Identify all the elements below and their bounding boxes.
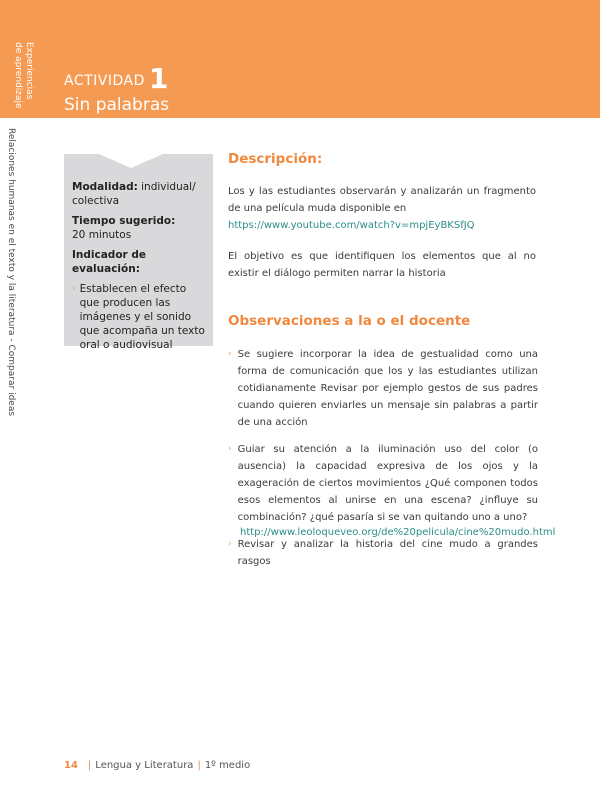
descripcion-text-1: Los y las estudiantes observarán y analizarán un fragmento de una película muda disponible en [228, 186, 536, 214]
list-item [228, 536, 538, 570]
descripcion-paragraph-1 [228, 183, 536, 234]
activity-label-text: ACTIVIDAD [64, 73, 145, 89]
footer-subject: Lengua y Literatura [95, 760, 194, 771]
bullet-icon: › [72, 284, 76, 294]
bullet-icon: › [228, 349, 232, 359]
activity-title: Sin palabras [64, 95, 170, 115]
youtube-link[interactable]: https://www.youtube.com/watch?v=mpjEyBKSfJQ [228, 220, 475, 231]
observaciones-heading: Observaciones a la o el docente [228, 313, 471, 329]
descripcion-heading: Descripción: [228, 151, 323, 167]
side-caption: Relaciones humanas en el texto y la literatura - Comparar ideas [6, 128, 16, 417]
tiempo [72, 214, 208, 242]
bullet-icon: › [228, 444, 232, 454]
indicador-text: Establecen el efecto que producen las imágenes y el sonido que acompaña un texto oral o audiovisual [79, 283, 205, 351]
info-box-content [72, 180, 208, 352]
observaciones-list [228, 346, 538, 580]
activity-number: 1 [148, 62, 169, 95]
bullet-icon: › [228, 539, 232, 549]
list-item [228, 346, 538, 431]
cine-mudo-link[interactable]: http://www.leoloqueveo.org/de%20pelicula/cine%20mudo.html [240, 527, 556, 538]
footer [64, 760, 250, 771]
modalidad-value: individual/ colectiva [72, 181, 196, 207]
footer-grade: 1º medio [204, 760, 251, 771]
tiempo-label: Tiempo sugerido: [72, 215, 176, 227]
list-item [228, 441, 538, 526]
section-side-label: Experiencias de aprendizaje [13, 42, 34, 109]
descripcion-paragraph-2: El objetivo es que identifiquen los elementos que al no existir el diálogo permiten narrar la historia [228, 251, 536, 279]
indicador-item [72, 282, 208, 352]
activity-label [64, 62, 169, 95]
info-box-notch [99, 154, 163, 168]
list-item-text: Revisar y analizar la historia del cine mudo a grandes rasgos [237, 539, 538, 567]
list-item-text: Se sugiere incorporar la idea de gestualidad como una forma de comunicación que los y las estudiantes utilizan cotidianamente Revisar por ejemplo gestos de sus padres cuando quieren enviarles un mensaje sin palabras a partir de una acción [237, 349, 538, 428]
modalidad [72, 180, 208, 208]
footer-separator: | [87, 760, 92, 771]
modalidad-label: Modalidad: [72, 181, 138, 193]
indicador-label: Indicador de evaluación: [72, 249, 147, 275]
list-item-text: Guiar su atención a la iluminación uso del color (o ausencia) la capacidad expresiva de los ojos y la exageración de ciertos movimientos ¿Qué componen todos esos elementos al unirse en una escena? ¿influye su combinación? ¿qué pasaría si se van quitando uno a uno? [237, 444, 538, 523]
footer-separator: | [197, 760, 201, 771]
page-number: 14 [64, 760, 78, 771]
tiempo-value: 20 minutos [72, 229, 132, 241]
